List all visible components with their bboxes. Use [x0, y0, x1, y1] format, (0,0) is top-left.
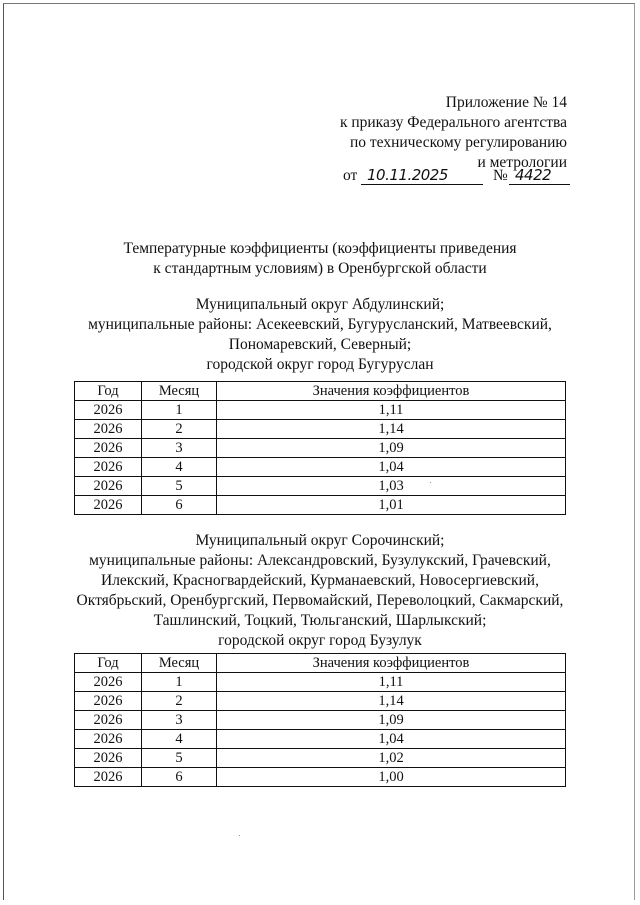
- heading-line: Ташлинский, Тоцкий, Тюльганский, Шарлыкский;: [153, 612, 487, 629]
- cell-value: 1,02: [217, 749, 566, 768]
- table-header-row: [75, 382, 566, 401]
- cell-year: 2026: [75, 439, 142, 458]
- cell-year: 2026: [75, 458, 142, 477]
- cell-value: 1,14: [217, 692, 566, 711]
- section-2-heading: [0, 531, 640, 651]
- date-prefix: от: [343, 167, 358, 184]
- cell-value: 1,14: [217, 420, 566, 439]
- cell-month: 1: [142, 673, 217, 692]
- cell-value: 1,01: [217, 496, 566, 515]
- cell-value: 1,00: [217, 768, 566, 787]
- heading-line: городской округ город Бугуруслан: [206, 356, 434, 373]
- appendix-line: и метрологии: [477, 154, 567, 171]
- cell-year: 2026: [75, 673, 142, 692]
- scan-speck: [430, 482, 431, 483]
- cell-month: 4: [142, 458, 217, 477]
- number-prefix: №: [493, 167, 508, 184]
- date-handwritten: 10.11.2025: [367, 166, 448, 184]
- cell-value: 1,11: [217, 401, 566, 420]
- cell-month: 6: [142, 496, 217, 515]
- cell-year: 2026: [75, 496, 142, 515]
- scan-speck: [239, 835, 240, 836]
- heading-line: Пономаревский, Северный;: [228, 336, 412, 353]
- table-row: [75, 730, 566, 749]
- column-header-value: Значения коэффициентов: [217, 654, 566, 673]
- number-handwritten: 4422: [515, 166, 552, 184]
- table-row: [75, 477, 566, 496]
- table-row: [75, 401, 566, 420]
- cell-value: 1,03: [217, 477, 566, 496]
- cell-month: 5: [142, 477, 217, 496]
- cell-year: 2026: [75, 711, 142, 730]
- cell-value: 1,11: [217, 673, 566, 692]
- column-header-year: Год: [75, 654, 142, 673]
- cell-value: 1,09: [217, 711, 566, 730]
- table-row: [75, 692, 566, 711]
- heading-line: городской округ город Бузулук: [218, 632, 422, 649]
- cell-month: 3: [142, 711, 217, 730]
- heading-line: Муниципальный округ Абдулинский;: [195, 296, 445, 313]
- appendix-line: к приказу Федерального агентства: [339, 114, 567, 131]
- title-line: к стандартным условиям) в Оренбургской области: [153, 260, 487, 277]
- title-line: Температурные коэффициенты (коэффициенты приведения: [123, 240, 517, 257]
- heading-line: Муниципальный округ Сорочинский;: [195, 532, 445, 549]
- table-row: [75, 496, 566, 515]
- table-row: [75, 439, 566, 458]
- heading-line: Октябрьский, Оренбургский, Первомайский, Переволоцкий, Сакмарский,: [76, 592, 564, 609]
- cell-year: 2026: [75, 477, 142, 496]
- column-header-month: Месяц: [142, 654, 217, 673]
- cell-year: 2026: [75, 768, 142, 787]
- cell-month: 2: [142, 420, 217, 439]
- cell-value: 1,04: [217, 458, 566, 477]
- cell-month: 1: [142, 401, 217, 420]
- cell-month: 2: [142, 692, 217, 711]
- heading-line: Илекский, Красногвардейский, Курманаевский, Новосергиевский,: [101, 572, 539, 589]
- table-row: [75, 711, 566, 730]
- appendix-header: [340, 93, 567, 173]
- section-1-heading: [0, 295, 640, 375]
- cell-year: 2026: [75, 401, 142, 420]
- cell-month: 6: [142, 768, 217, 787]
- table-row: [75, 673, 566, 692]
- appendix-line: по техническому регулированию: [349, 134, 567, 151]
- cell-year: 2026: [75, 749, 142, 768]
- table-row: [75, 768, 566, 787]
- cell-year: 2026: [75, 692, 142, 711]
- number-underline: [509, 184, 570, 185]
- heading-line: муниципальные районы: Асекеевский, Бугурусланский, Матвеевский,: [88, 316, 552, 333]
- table-header-row: [75, 654, 566, 673]
- cell-year: 2026: [75, 730, 142, 749]
- document-title: [0, 239, 640, 279]
- heading-line: муниципальные районы: Александровский, Бузулукский, Грачевский,: [89, 552, 551, 569]
- cell-month: 4: [142, 730, 217, 749]
- column-header-year: Год: [75, 382, 142, 401]
- date-underline: [361, 184, 483, 185]
- coefficients-table-2: [74, 653, 566, 787]
- cell-year: 2026: [75, 420, 142, 439]
- table-row: [75, 749, 566, 768]
- column-header-value: Значения коэффициентов: [217, 382, 566, 401]
- coefficients-table-1: [74, 381, 566, 515]
- order-date-number: [343, 167, 573, 189]
- column-header-month: Месяц: [142, 382, 217, 401]
- table-row: [75, 458, 566, 477]
- cell-month: 3: [142, 439, 217, 458]
- appendix-line: Приложение № 14: [445, 94, 567, 111]
- cell-month: 5: [142, 749, 217, 768]
- table-row: [75, 420, 566, 439]
- cell-value: 1,09: [217, 439, 566, 458]
- cell-value: 1,04: [217, 730, 566, 749]
